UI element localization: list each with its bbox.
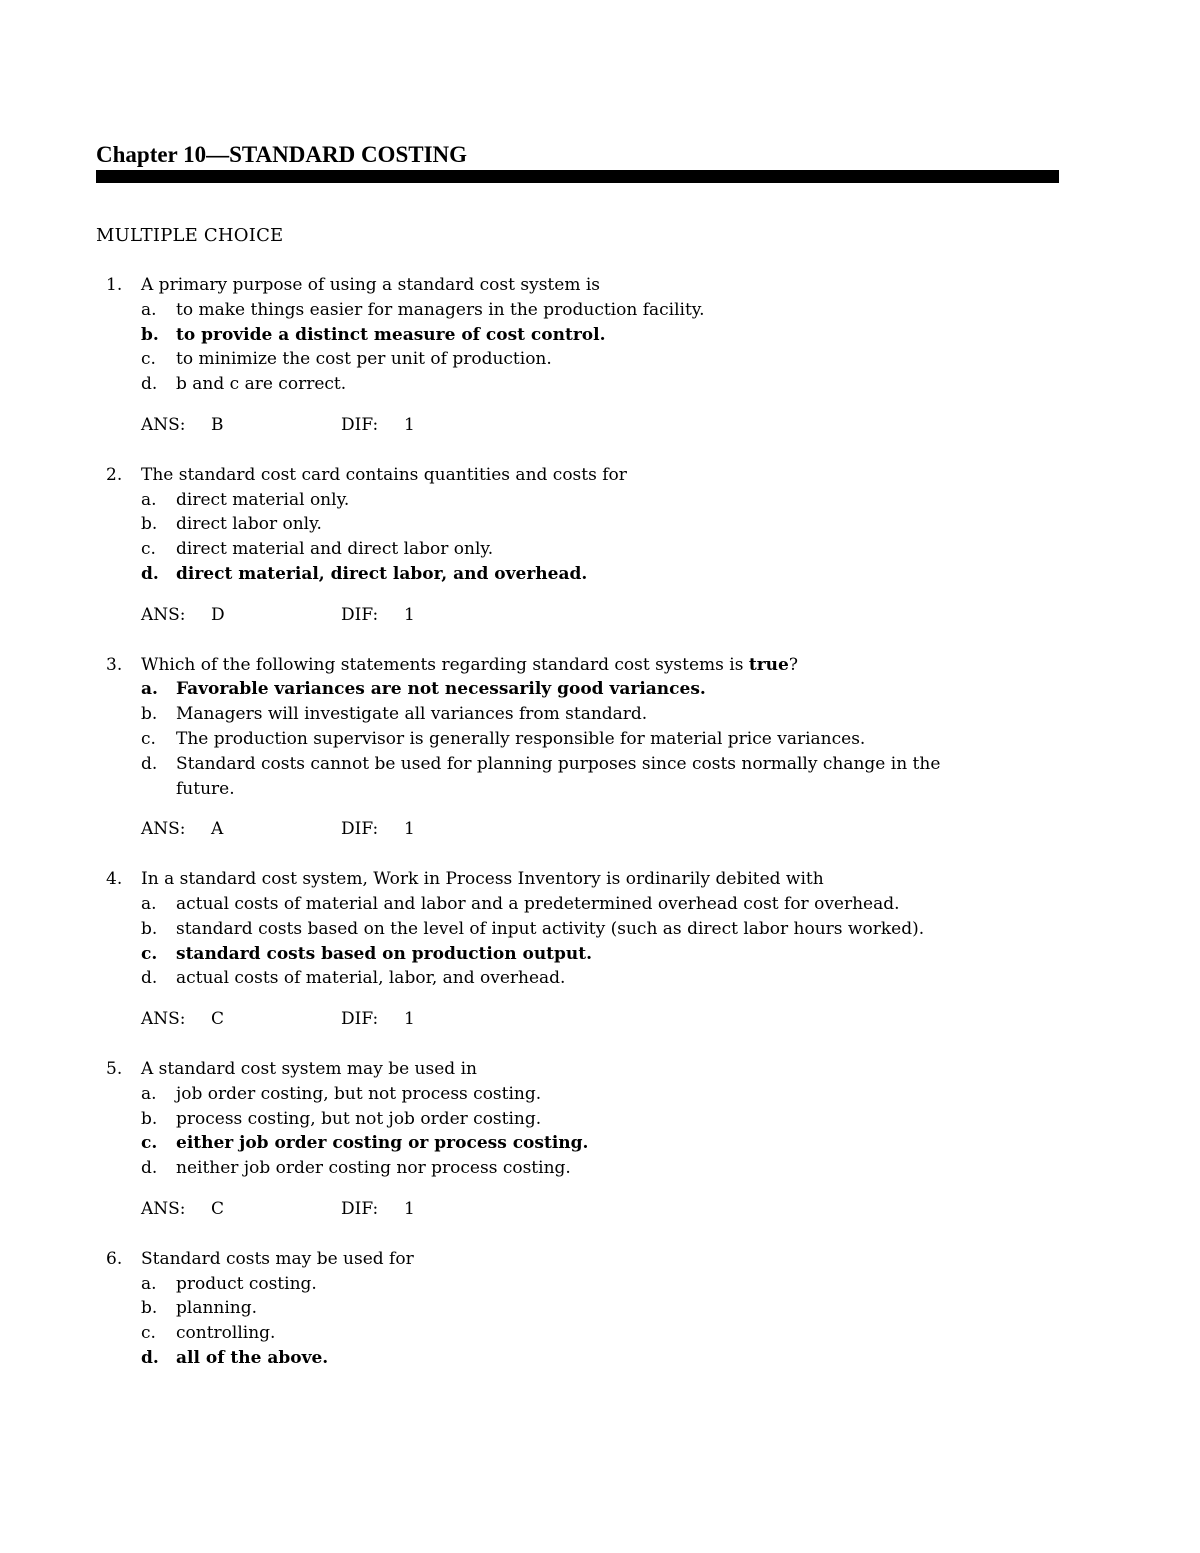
ans-value: C	[211, 1198, 225, 1219]
option-text: neither job order costing nor process costing.	[176, 1158, 571, 1179]
question-stem	[96, 273, 1059, 298]
option-text: product costing.	[176, 1273, 317, 1294]
option-text: standard costs based on production output.	[176, 943, 593, 964]
option-a	[96, 488, 1059, 513]
question-6	[96, 1247, 1059, 1371]
option-letter: b.	[141, 1298, 158, 1319]
option-letter: c.	[141, 349, 156, 370]
option-a	[96, 892, 1059, 917]
option-letter: c.	[141, 1133, 158, 1154]
question-1	[96, 273, 1059, 438]
option-b	[96, 917, 1059, 942]
question-text-end: ?	[788, 654, 798, 675]
option-c	[96, 1321, 1059, 1346]
option-a	[96, 1082, 1059, 1107]
option-letter: d.	[141, 1158, 158, 1179]
option-text: to provide a distinct measure of cost control.	[176, 324, 606, 345]
option-letter: a.	[141, 489, 157, 510]
dif-label: DIF:	[341, 1009, 379, 1030]
ans-value: B	[211, 414, 224, 435]
section-heading: MULTIPLE CHOICE	[96, 225, 284, 246]
question-2	[96, 463, 1059, 628]
option-letter: d.	[141, 374, 158, 395]
question-number: 5.	[106, 1058, 123, 1079]
option-d-correct	[96, 562, 1059, 587]
question-stem	[96, 463, 1059, 488]
option-text: direct labor only.	[176, 514, 322, 535]
option-letter: b.	[141, 704, 158, 725]
question-number: 2.	[106, 464, 123, 485]
ans-label: ANS:	[141, 1198, 186, 1219]
answer-line	[96, 413, 1059, 438]
option-letter: c.	[141, 1323, 156, 1344]
question-text: Which of the following statements regarding standard cost systems is	[141, 654, 749, 675]
chapter-title: Chapter 10—STANDARD COSTING	[96, 142, 468, 167]
option-letter: a.	[141, 1083, 157, 1104]
option-text: either job order costing or process costing.	[176, 1133, 589, 1154]
question-number: 3.	[106, 654, 123, 675]
option-c	[96, 537, 1059, 562]
option-text: direct material, direct labor, and overhead.	[176, 563, 588, 584]
question-list	[96, 273, 1059, 1371]
option-letter: a.	[141, 893, 157, 914]
option-letter: b.	[141, 918, 158, 939]
ans-value: C	[211, 1009, 225, 1030]
option-letter: b.	[141, 324, 159, 345]
question-stem	[96, 1247, 1059, 1272]
option-letter: d.	[141, 968, 158, 989]
question-text: A primary purpose of using a standard cost system is	[141, 275, 601, 295]
option-d-correct	[96, 1346, 1059, 1371]
option-d	[96, 966, 1059, 991]
dif-value: 1	[404, 819, 415, 840]
option-c	[96, 727, 1059, 752]
option-d	[96, 1156, 1059, 1181]
option-text: direct material only.	[176, 489, 350, 510]
option-b-correct	[96, 323, 1059, 348]
question-stem	[96, 1057, 1059, 1082]
option-text: Managers will investigate all variances from standard.	[176, 704, 648, 725]
option-letter: a.	[141, 679, 158, 700]
question-text: A standard cost system may be used in	[141, 1058, 477, 1079]
dif-label: DIF:	[341, 1198, 379, 1219]
option-letter: d.	[141, 753, 158, 774]
answer-line	[96, 1007, 1059, 1032]
option-d	[96, 752, 966, 802]
ans-label: ANS:	[141, 819, 186, 840]
option-letter: b.	[141, 514, 158, 535]
option-letter: b.	[141, 1108, 158, 1129]
question-text: In a standard cost system, Work in Process Inventory is ordinarily debited with	[141, 869, 824, 890]
document-page	[96, 140, 1059, 1371]
option-text: to make things easier for managers in the production facility.	[176, 299, 705, 320]
option-text: to minimize the cost per unit of production.	[176, 349, 552, 370]
dif-value: 1	[404, 1009, 415, 1030]
answer-line	[96, 817, 1059, 842]
option-letter: d.	[141, 1347, 159, 1368]
option-b	[96, 702, 1059, 727]
option-letter: c.	[141, 943, 158, 964]
ans-value: D	[211, 604, 225, 625]
option-b	[96, 512, 1059, 537]
question-3	[96, 653, 1059, 843]
ans-value: A	[211, 819, 224, 840]
option-letter: a.	[141, 299, 157, 320]
dif-value: 1	[404, 604, 415, 625]
ans-label: ANS:	[141, 604, 186, 625]
option-letter: c.	[141, 539, 156, 560]
option-a	[96, 1272, 1059, 1297]
option-c-correct	[96, 942, 1059, 967]
dif-label: DIF:	[341, 819, 379, 840]
option-a-correct	[96, 677, 1059, 702]
option-text: b and c are correct.	[176, 374, 347, 395]
option-text: Standard costs cannot be used for planning purposes since costs normally change in the future.	[176, 753, 941, 799]
answer-line	[96, 603, 1059, 628]
option-letter: c.	[141, 728, 156, 749]
option-text: all of the above.	[176, 1347, 329, 1368]
option-b	[96, 1107, 1059, 1132]
question-text: The standard cost card contains quantities and costs for	[141, 464, 627, 485]
option-d	[96, 372, 1059, 397]
question-text: Standard costs may be used for	[141, 1248, 414, 1269]
ans-label: ANS:	[141, 1009, 186, 1030]
question-keyword: true	[748, 654, 789, 675]
dif-label: DIF:	[341, 414, 379, 435]
option-c	[96, 347, 1059, 372]
question-number: 1.	[106, 275, 123, 295]
question-4	[96, 867, 1059, 1032]
dif-value: 1	[404, 414, 415, 435]
option-b	[96, 1296, 1059, 1321]
option-text: actual costs of material, labor, and overhead.	[176, 968, 566, 989]
dif-label: DIF:	[341, 604, 379, 625]
question-stem	[96, 653, 1059, 678]
option-text: Favorable variances are not necessarily good variances.	[176, 679, 706, 700]
option-text: process costing, but not job order costing.	[176, 1108, 542, 1129]
option-text: standard costs based on the level of input activity (such as direct labor hours worked).	[176, 918, 925, 939]
option-text: job order costing, but not process costing.	[176, 1083, 542, 1104]
option-text: controlling.	[176, 1323, 276, 1344]
option-text: actual costs of material and labor and a predetermined overhead cost for overhead.	[176, 893, 900, 914]
question-number: 4.	[106, 869, 123, 890]
option-letter: a.	[141, 1273, 157, 1294]
option-c-correct	[96, 1131, 1059, 1156]
answer-line	[96, 1197, 1059, 1222]
question-number: 6.	[106, 1248, 123, 1269]
question-stem	[96, 867, 1059, 892]
option-text: planning.	[176, 1298, 258, 1319]
question-5	[96, 1057, 1059, 1222]
option-letter: d.	[141, 563, 159, 584]
option-text: The production supervisor is generally responsible for material price variances.	[176, 728, 866, 749]
title-rule	[96, 170, 1059, 183]
dif-value: 1	[404, 1198, 415, 1219]
ans-label: ANS:	[141, 414, 186, 435]
option-a	[96, 298, 1059, 323]
option-text: direct material and direct labor only.	[176, 539, 494, 560]
